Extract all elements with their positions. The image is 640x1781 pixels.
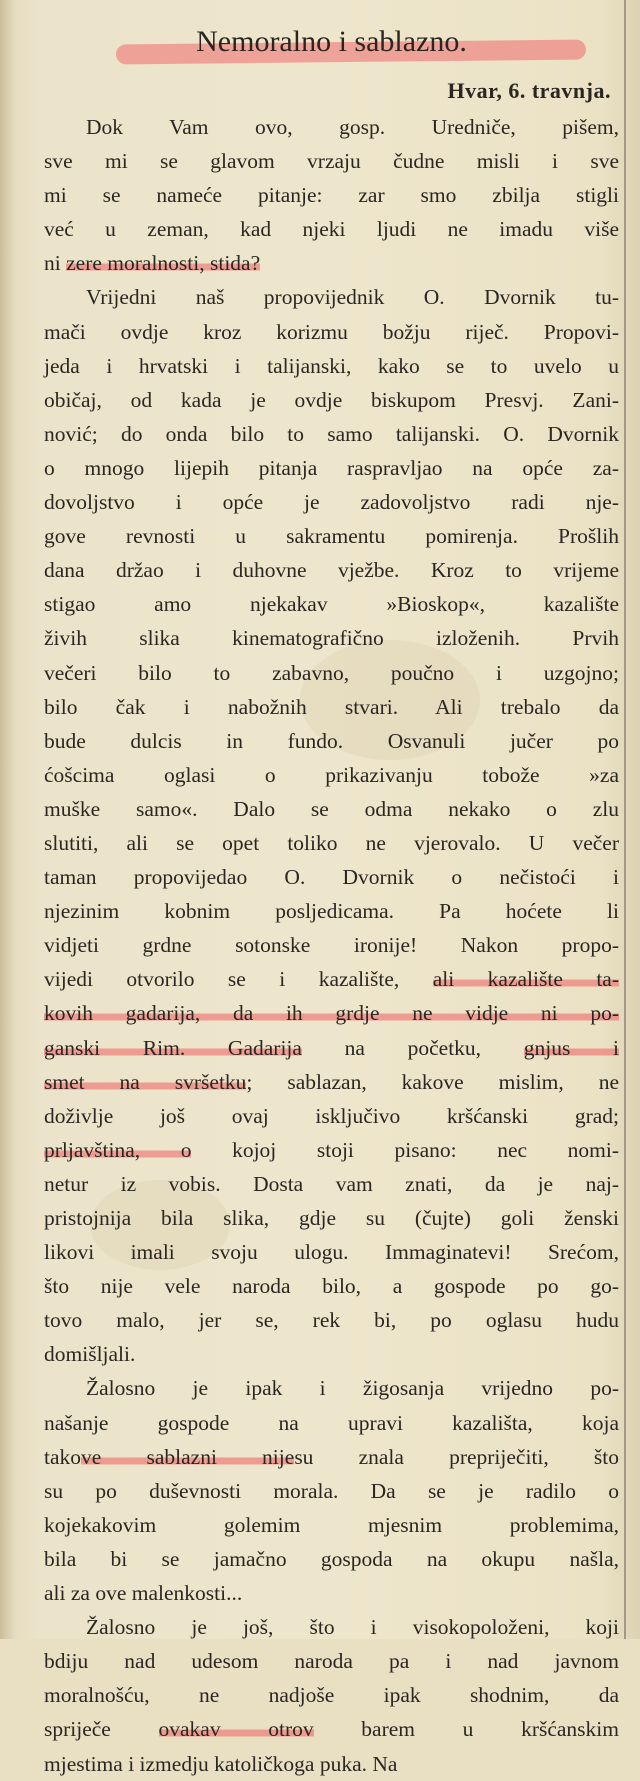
text-line — [44, 1371, 619, 1405]
text-line — [44, 1440, 619, 1474]
text-run: sve mi se glavom vrzaju čudne misli i sve — [44, 149, 619, 174]
paragraph — [44, 1371, 619, 1610]
text-run: što nije vele naroda bilo, a gospode po go- — [44, 1274, 619, 1299]
text-line — [44, 1712, 619, 1746]
text-line — [44, 485, 619, 519]
paragraph — [44, 110, 619, 280]
text-run: pristojnija bila slika, gdje su (čujte) goli ženski — [44, 1206, 619, 1230]
paragraph — [44, 280, 619, 1371]
highlighted-text: kovih gadarija, da ih grdje ne vidje ni po- — [44, 1001, 619, 1026]
highlighted-text: prljavština, o — [44, 1137, 192, 1162]
text-line — [44, 1099, 619, 1133]
text-run: vidjeti grdne sotonske ironije! Nakon propo- — [44, 933, 619, 958]
text-run: mi se nameće pitanje: zar smo zbilja stigli — [44, 183, 619, 208]
text-run: običaj, od kada je ovdje biskupom Presvj. Zani- — [44, 387, 619, 412]
highlighted-text: gnjus i — [523, 1035, 619, 1060]
text-run: na početku, — [301, 1035, 524, 1060]
text-run: stigao amo njekakav »Bioskop«, kazalište — [44, 592, 619, 617]
text-line — [44, 1542, 619, 1576]
article-title: Nemoralno i sablazno. — [196, 25, 467, 58]
text-run: tovo malo, jer se, rek bi, po oglasu hudu — [44, 1308, 619, 1333]
text-line — [44, 758, 619, 792]
text-run: spriječe — [44, 1717, 159, 1742]
text-run: netur iz vobis. Dosta vam znati, da je naj- — [44, 1171, 619, 1196]
text-line — [44, 690, 619, 724]
text-run: Žalosno je još, što i visokopoloženi, koji — [86, 1615, 619, 1640]
text-run: tako — [44, 1444, 82, 1469]
text-line — [44, 246, 619, 280]
text-line — [44, 383, 619, 417]
text-run: Žalosno je ipak i žigosanja vrijedno po- — [86, 1376, 619, 1401]
text-line — [44, 1303, 619, 1337]
text-line — [44, 962, 619, 996]
text-line — [44, 1201, 619, 1235]
text-run: doživlje još ovaj isključivo kršćanski grad; — [44, 1103, 619, 1128]
text-run: ni — [44, 251, 67, 276]
text-run: muške samo«. Dalo se odma nekako o zlu — [44, 796, 619, 821]
text-run: dana držao i duhovne vježbe. Kroz to vrijeme — [44, 558, 619, 583]
text-run: dovoljstvo i opće je zadovoljstvo radi nje- — [44, 490, 619, 515]
text-run: Vrijedni naš propovijednik O. Dvornik tu- — [86, 285, 619, 310]
text-line — [44, 860, 619, 894]
article-title-wrap — [44, 20, 619, 68]
text-line — [44, 178, 619, 212]
text-line — [44, 621, 619, 655]
text-run: o mnogo lijepih pitanja raspravljao na opće za- — [44, 455, 619, 480]
text-line — [44, 1235, 619, 1269]
text-run: gove revnosti u sakramentu pomirenja. Prošlih — [44, 524, 619, 549]
text-run: nović; do onda bilo to samo talijanski. O. Dvornik — [44, 421, 619, 446]
text-run: vijedi otvorilo se i kazalište, — [44, 967, 433, 992]
text-run: domišljali. — [44, 1342, 136, 1367]
text-line — [44, 1133, 619, 1167]
text-run: bdiju nad udesom naroda pa i nad javnom — [44, 1649, 619, 1674]
text-line — [44, 928, 619, 962]
text-line — [44, 656, 619, 690]
text-line — [44, 280, 619, 314]
text-line — [44, 1644, 619, 1678]
text-line — [44, 1747, 619, 1781]
text-run: ; sablazan, kakove mislim, ne — [246, 1069, 619, 1094]
text-run: živih slika kinematografično izloženih. Prvih — [44, 626, 619, 651]
text-run: su po duševnosti morala. Da se je radilo o — [44, 1478, 619, 1503]
text-line — [44, 1576, 619, 1610]
text-line — [44, 792, 619, 826]
text-line — [44, 724, 619, 758]
text-line — [44, 110, 619, 144]
highlighted-text: ve sablazni nije — [81, 1444, 295, 1469]
text-run: ćošcima oglasi o prikazivanju tobože »za — [44, 762, 619, 787]
highlighted-text: ovakav otrov — [158, 1717, 314, 1742]
article — [44, 20, 619, 1781]
highlighted-text: zere moralnosti, stida? — [66, 251, 261, 276]
text-line — [44, 1508, 619, 1542]
text-line — [44, 1337, 619, 1371]
dateline: Hvar, 6. travnja. — [447, 78, 611, 103]
text-run: bilo čak i nabožnih stvari. Ali trebalo da — [44, 694, 619, 719]
text-line — [44, 1167, 619, 1201]
text-run: našanje gospode na upravi kazališta, koja — [44, 1410, 619, 1435]
text-run: kojoj stoji pisano: nec nomi- — [191, 1137, 619, 1162]
text-run: mjestima i izmedju katoličkoga puka. Na — [44, 1751, 398, 1776]
text-run: moralnošću, ne nadjoše ipak shodnim, da — [44, 1683, 619, 1708]
text-run: slutiti, ali se opet toliko ne vjerovalo. U večer — [44, 830, 619, 855]
text-run: kojekakovim golemim mjesnim problemima, — [44, 1512, 619, 1537]
text-line — [44, 349, 619, 383]
text-run: ali za ove malenkosti... — [44, 1581, 243, 1606]
highlighted-text: smet na svršetku — [44, 1069, 247, 1094]
text-line — [44, 315, 619, 349]
text-line — [44, 1406, 619, 1440]
text-run: bila bi se jamačno gospoda na okupu našla, — [44, 1546, 619, 1571]
text-run: Dok Vam ovo, gosp. Uredniče, pišem, — [86, 115, 619, 139]
text-run: večeri bilo to zabavno, poučno i uzgojno; — [44, 660, 619, 685]
text-run: već u zeman, kad njeki ljudi ne imadu više — [44, 217, 619, 242]
text-line — [44, 894, 619, 928]
highlighted-text: ganski Rim. Gadarija — [44, 1035, 302, 1060]
text-line — [44, 519, 619, 553]
text-line — [44, 1269, 619, 1303]
paragraph — [44, 1610, 619, 1780]
text-line — [44, 826, 619, 860]
column-rule — [624, 0, 626, 1639]
text-line — [44, 1031, 619, 1065]
text-run: bude dulcis in fundo. Osvanuli jučer po — [44, 728, 619, 753]
text-run: barem u kršćanskim — [313, 1717, 619, 1742]
text-line — [44, 587, 619, 621]
text-line — [44, 212, 619, 246]
text-line — [44, 144, 619, 178]
text-line — [44, 553, 619, 587]
text-line — [44, 1610, 619, 1644]
text-run: taman propovijedao O. Dvornik o nečistoći i — [44, 865, 619, 890]
text-run: mači ovdje kroz korizmu božju riječ. Propovi- — [44, 319, 619, 344]
text-run: jeda i hrvatski i talijanski, kako se to uvelo u — [44, 353, 619, 378]
text-run: su znala prepriječiti, što — [294, 1444, 620, 1469]
text-run: njezinim kobnim posljedicama. Pa hoćete li — [44, 899, 619, 924]
highlighted-text: ali kazalište ta- — [432, 967, 619, 992]
text-line — [44, 1474, 619, 1508]
text-line — [44, 451, 619, 485]
text-line — [44, 417, 619, 451]
text-run: likovi imali svoju ulogu. Immaginatevi! Srećom, — [44, 1240, 619, 1265]
text-line — [44, 1678, 619, 1712]
article-body — [44, 110, 619, 1781]
paper-edge — [0, 0, 14, 1639]
text-line — [44, 1065, 619, 1099]
text-line — [44, 996, 619, 1030]
